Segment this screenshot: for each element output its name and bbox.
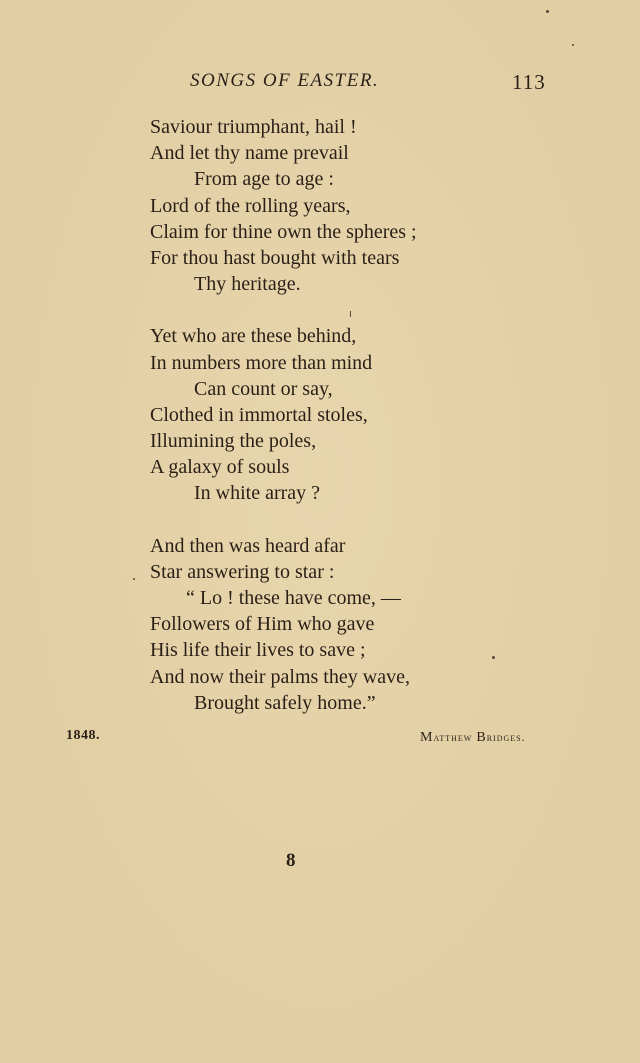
poem-line: His life their lives to save ; <box>150 639 366 662</box>
poem-line: Thy heritage. <box>194 273 301 296</box>
poem-line: And let thy name prevail <box>150 142 349 165</box>
stanza <box>150 114 590 297</box>
running-header-title: SONGS OF EASTER. <box>190 70 380 91</box>
poem-line: Brought safely home.” <box>194 691 376 714</box>
poem-line: For thou hast bought with tears <box>150 246 400 269</box>
paper-speck <box>350 311 351 317</box>
author-initial-last: B <box>476 730 487 745</box>
poem-line: Saviour triumphant, hail ! <box>150 116 357 138</box>
poem-line: And now their palms they wave, <box>150 665 410 688</box>
paper-speck <box>133 578 135 580</box>
poem-line: Claim for thine own the spheres ; <box>150 220 417 243</box>
author-initial-first: M <box>420 730 434 745</box>
page-number: 113 <box>512 70 546 94</box>
poem-line: A galaxy of souls <box>150 456 290 479</box>
printer-signature-mark: 8 <box>286 850 296 871</box>
stanza <box>150 323 590 506</box>
poem-line: Yet who are these behind, <box>150 325 357 348</box>
poem-line: Star answering to star : <box>150 560 335 583</box>
paper-speck <box>492 656 495 659</box>
poem-line: Followers of Him who gave <box>150 613 375 636</box>
poem-line: Can count or say, <box>194 377 333 400</box>
poem-line: Clothed in immortal stoles, <box>150 403 368 426</box>
poem-line: “ Lo ! these have come, — <box>186 587 401 609</box>
author-rest-last: ridges. <box>486 730 526 744</box>
poem <box>150 114 590 742</box>
poem-line: Lord of the rolling years, <box>150 194 351 217</box>
poem-line: And then was heard afar <box>150 534 346 557</box>
poem-line: In white array ? <box>194 482 321 505</box>
poem-line: From age to age : <box>194 168 334 191</box>
author-rest-first: atthew <box>433 730 473 744</box>
poem-line: In numbers more than mind <box>150 351 373 374</box>
paper-speck <box>572 44 574 46</box>
poem-date: 1848. <box>66 728 100 743</box>
poem-author <box>420 730 526 746</box>
paper-speck <box>546 10 549 13</box>
poem-line: Illumining the poles, <box>150 430 317 453</box>
stanza <box>150 533 590 716</box>
